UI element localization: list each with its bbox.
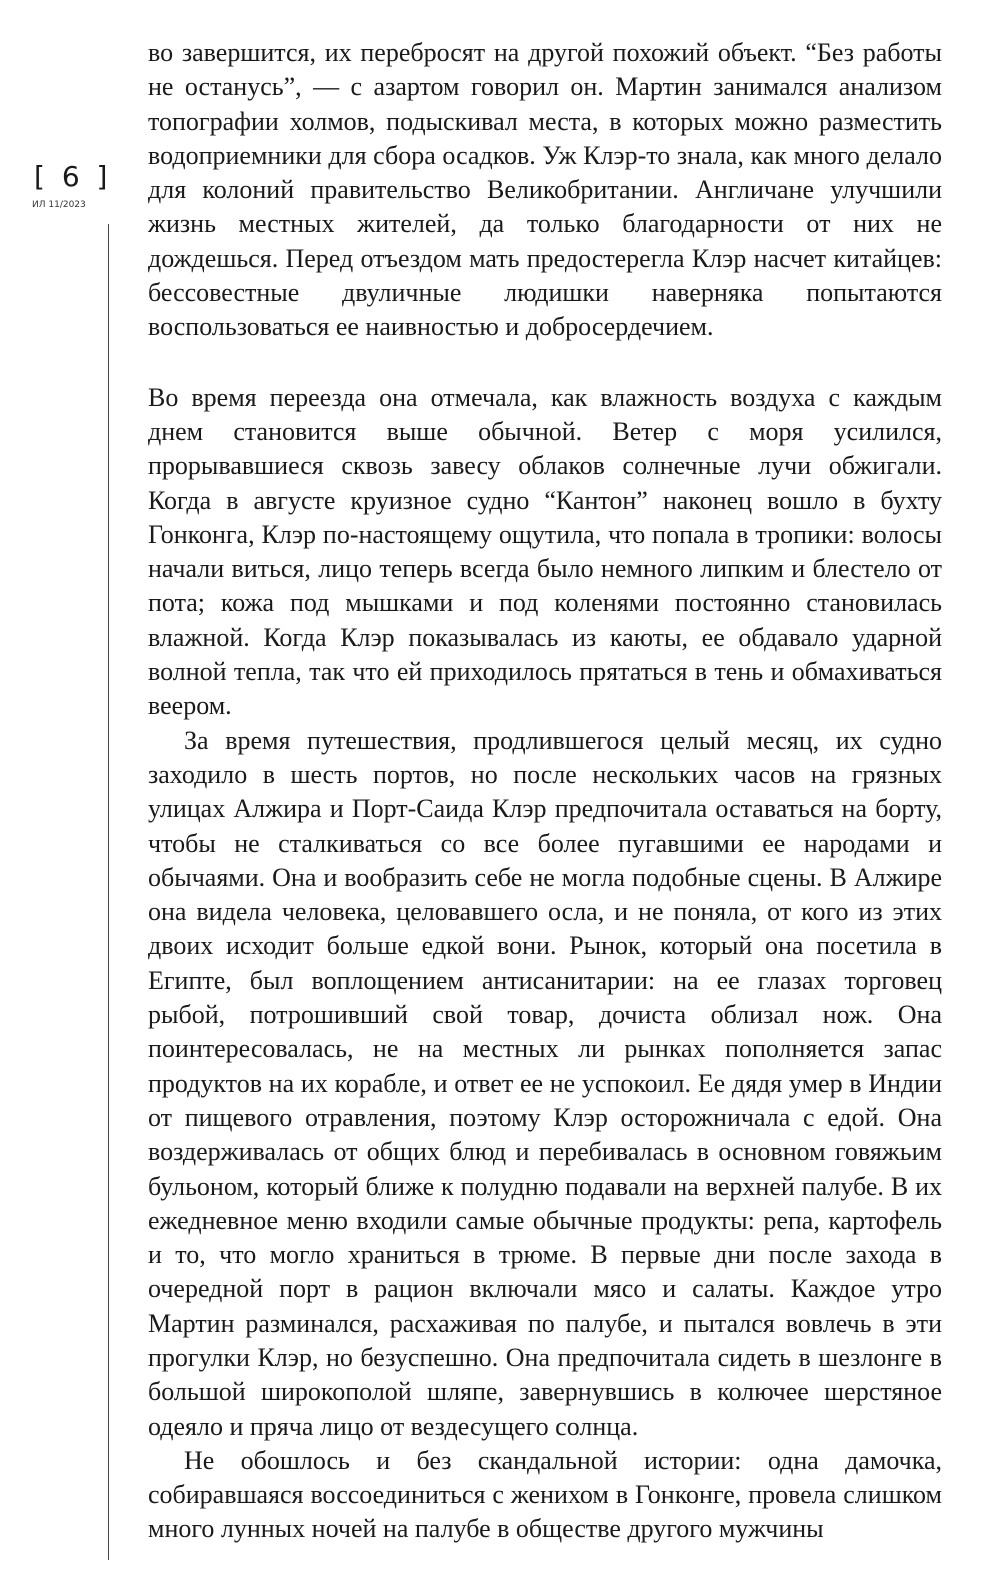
- paragraph-2: Во время переезда она отмечала, как влажность воздуха с каждым днем становится выше обычной. Ветер с моря усилился, прорывавшиеся сквозь завесу облаков солнечные лучи обжигали. Когда в августе круизное судно “Кантон” наконец вошло в бухту Гонконга, Клэр по-настоящему ощутила, что попала в тропики: волосы начали виться, лицо теперь всегда было немного липким и блестело от пота; кожа под мышками и под коленями постоянно становилась влажной. Когда Клэр показывалась из каюты, ее обдавало ударной волной тепла, так что ей приходилось прятаться в тень и обмахиваться веером.: [148, 382, 942, 721]
- body-text: [148, 36, 942, 1547]
- issue-label: ИЛ 11/2023: [32, 200, 86, 210]
- paragraph-3: За время путешествия, продлившегося целый месяц, их судно заходило в шесть портов, но после нескольких часов на грязных улицах Алжира и Порт-Саида Клэр предпочитала оставаться на борту, чтобы не сталкиваться со все более пугавшими ее народами и обычаями. Она и вообразить себе не могла подобные сцены. В Алжире она видела человека, целовавшего осла, и не поняла, от кого из этих двоих исходит больше едкой вони. Рынок, который она посетила в Египте, был воплощением антисанитарии: на ее глазах торговец рыбой, потрошивший свой товар, дочиста облизал нож. Она поинтересовалась, не на местных ли рынках пополняется запас продуктов на их корабле, и ответ ее не успокоил. Ее дядя умер в Индии от пищевого отравления, поэтому Клэр осторожничала с едой. Она воздерживалась от общих блюд и перебивалась в основном говяжьим бульоном, который ближе к полудню подавали на верхней палубе. В их ежедневное меню входили самые обычные продукты: репа, картофель и то, что могло храниться в трюме. В первые дни после захода в очередной порт в рацион включали мясо и салаты. Каждое утро Мартин разминался, расхаживая по палубе, и пытался вовлечь в эти прогулки Клэр, но безуспешно. Она предпочитала сидеть в шезлонге в большой широкополой шляпе, завернувшись в колючее шерстяное одеяло и пряча лицо от вездесущего солнца.: [148, 725, 942, 1441]
- paragraph-4: Не обошлось и без скандальной истории: одна дамочка, собиравшаяся воссоединиться с женихом в Гонконге, провела слишком много лунных ночей на палубе в обществе другого мужчины: [148, 1445, 942, 1544]
- page-margin: [28, 160, 118, 1560]
- page-number: [ 6 ]: [34, 160, 112, 193]
- paragraph-1: во завершится, их перебросят на другой похожий объект. “Без работы не останусь”, — с азартом говорил он. Мартин занимался анализом топографии холмов, подыскивал места, в которых можно разместить водоприемники для сбора осадков. Уж Клэр-то знала, как много делало для колоний правительство Великобритании. Англичане улучшили жизнь местных жителей, да только благодарности от них не дождешься. Перед отъездом мать предостерегла Клэр насчет китайцев: бессовестные двуличные людишки наверняка попытаются воспользоваться ее наивностью и добросердечием.: [148, 38, 942, 342]
- margin-rule: [108, 224, 109, 1560]
